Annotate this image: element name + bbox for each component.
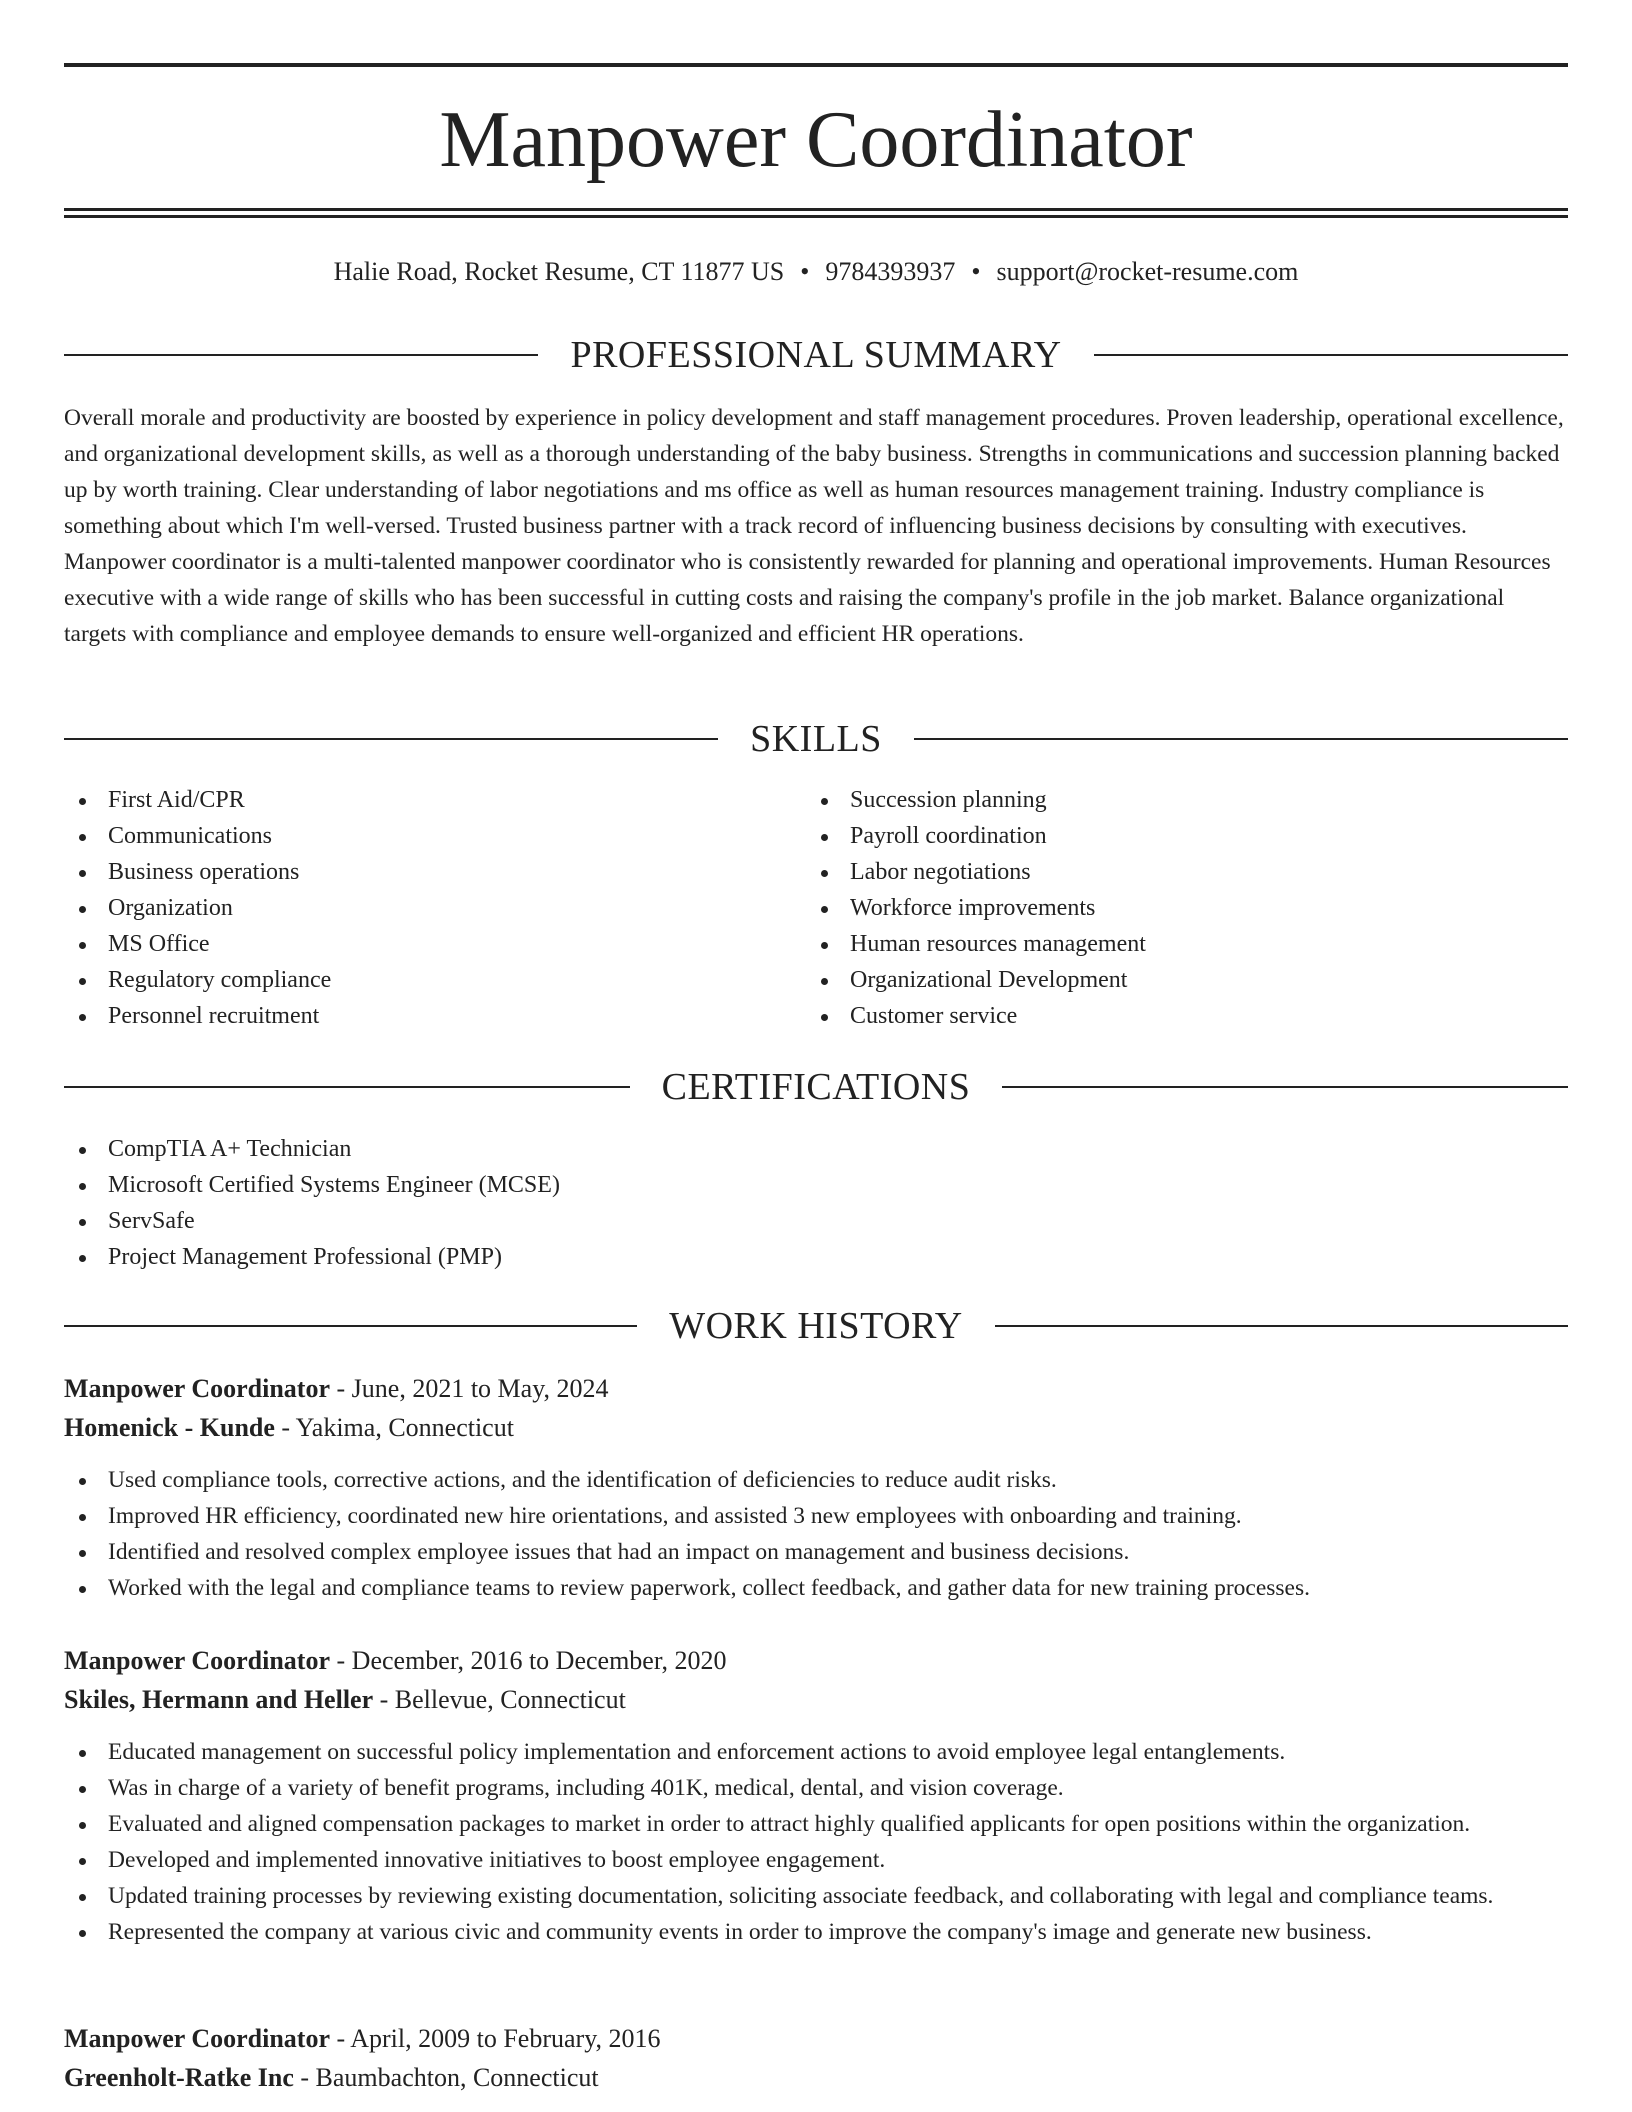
section-title: PROFESSIONAL SUMMARY [570, 334, 1062, 376]
certification-item: Microsoft Certified Systems Engineer (MCSE) [64, 1167, 1464, 1203]
skill-item: Communications [64, 818, 764, 854]
skill-item: First Aid/CPR [64, 782, 764, 818]
heading-rule [64, 1086, 630, 1088]
section-title: SKILLS [750, 718, 882, 760]
heading-rule [995, 1325, 1568, 1327]
page-title: Manpower Coordinator [439, 96, 1193, 184]
job-company-line [64, 2059, 1568, 2097]
contact-phone: 9784393937 [825, 257, 956, 286]
contact-separator: • [971, 257, 981, 286]
title-double-rule [64, 208, 1568, 218]
job-title: Manpower Coordinator [64, 1646, 331, 1675]
job-bullet: Was in charge of a variety of benefit programs, including 401K, medical, dental, and vision coverage. [64, 1770, 1568, 1806]
skills-list-right [806, 782, 1506, 1034]
section-heading-work-history [64, 1303, 1568, 1349]
section-heading-certifications [64, 1064, 1568, 1110]
job-title: Manpower Coordinator [64, 2024, 331, 2053]
heading-rule [1094, 354, 1568, 356]
certifications-list [64, 1131, 1464, 1275]
job-title: Manpower Coordinator [64, 1374, 331, 1403]
job-dates: - June, 2021 to May, 2024 [330, 1374, 609, 1403]
job-bullet: Identified and resolved complex employee issues that had an impact on management and business decisions. [64, 1534, 1568, 1570]
section-title: CERTIFICATIONS [661, 1066, 971, 1108]
contact-separator: • [800, 257, 810, 286]
certification-item: ServSafe [64, 1203, 1464, 1239]
job-company: Skiles, Hermann and Heller [64, 1685, 374, 1714]
certification-item: CompTIA A+ Technician [64, 1131, 1464, 1167]
skill-item: Workforce improvements [806, 890, 1506, 926]
section-title: WORK HISTORY [669, 1305, 963, 1347]
skill-item: Labor negotiations [806, 854, 1506, 890]
heading-rule [914, 738, 1568, 740]
skill-item: Customer service [806, 998, 1506, 1034]
job-dates: - April, 2009 to February, 2016 [330, 2024, 661, 2053]
job-title-line [64, 1370, 1568, 1408]
job-bullet: Educated management on successful policy implementation and enforcement actions to avoid employee legal entanglements. [64, 1734, 1568, 1770]
skill-item: Human resources management [806, 926, 1506, 962]
summary-paragraph: Overall morale and productivity are boosted by experience in policy development and staff management procedures. Proven leadership, operational excellence, and organizational development skills, as well as a thorough understanding of the baby business. Strengths in communications and succession planning backed up by worth training. Clear understanding of labor negotiations and ms office as well as human resources management training. Industry compliance is something about which I'm well-versed. Trusted business partner with a track record of influencing business decisions by consulting with executives. Manpower coordinator is a multi-talented manpower coordinator who is consistently rewarded for planning and operational improvements. Human Resources executive with a wide range of skills who has been successful in cutting costs and raising the company's profile in the job market. Balance organizational targets with compliance and employee demands to ensure well-organized and efficient HR operations. [64, 405, 1564, 647]
job-location: - Baumbachton, Connecticut [293, 2063, 599, 2092]
job-bullet: Worked with the legal and compliance teams to review paperwork, collect feedback, and gather data for new training processes. [64, 1570, 1568, 1606]
contact-line [64, 254, 1568, 290]
skill-item: Regulatory compliance [64, 962, 764, 998]
job-bullet: Updated training processes by reviewing existing documentation, soliciting associate feedback, and collaborating with legal and compliance teams. [64, 1878, 1568, 1914]
skill-item: Personnel recruitment [64, 998, 764, 1034]
job-title-line [64, 2020, 1568, 2058]
skill-item: Succession planning [806, 782, 1506, 818]
job-company: Homenick - Kunde [64, 1413, 275, 1442]
job-location: - Yakima, Connecticut [274, 1413, 514, 1442]
contact-address: Halie Road, Rocket Resume, CT 11877 US [333, 257, 785, 286]
heading-rule [64, 738, 718, 740]
job-bullet: Evaluated and aligned compensation packages to market in order to attract highly qualified applicants for open positions within the organization. [64, 1806, 1568, 1842]
contact-email[interactable]: support@rocket-resume.com [996, 257, 1299, 286]
job-company-line [64, 1681, 1568, 1719]
job-bullet: Represented the company at various civic and community events in order to improve the company's image and generate new business. [64, 1914, 1568, 1950]
skills-list-left [64, 782, 764, 1034]
top-rule [64, 63, 1568, 67]
job-dates: - December, 2016 to December, 2020 [330, 1646, 727, 1675]
job-bullets [64, 1462, 1568, 1606]
job-bullet: Developed and implemented innovative initiatives to boost employee engagement. [64, 1842, 1568, 1878]
heading-rule [64, 354, 538, 356]
skill-item: Organization [64, 890, 764, 926]
certification-item: Project Management Professional (PMP) [64, 1239, 1464, 1275]
skill-item: Payroll coordination [806, 818, 1506, 854]
job-bullets [64, 1734, 1568, 1950]
skill-item: MS Office [64, 926, 764, 962]
job-title-line [64, 1642, 1568, 1680]
skill-item: Business operations [64, 854, 764, 890]
section-heading-summary [64, 332, 1568, 378]
section-heading-skills [64, 716, 1568, 762]
job-bullet: Improved HR efficiency, coordinated new hire orientations, and assisted 3 new employees with onboarding and training. [64, 1498, 1568, 1534]
job-location: - Bellevue, Connecticut [373, 1685, 626, 1714]
job-bullet: Used compliance tools, corrective actions, and the identification of deficiencies to reduce audit risks. [64, 1462, 1568, 1498]
job-company-line [64, 1409, 1568, 1447]
skill-item: Organizational Development [806, 962, 1506, 998]
job-company: Greenholt-Ratke Inc [64, 2063, 294, 2092]
heading-rule [64, 1325, 637, 1327]
heading-rule [1002, 1086, 1568, 1088]
